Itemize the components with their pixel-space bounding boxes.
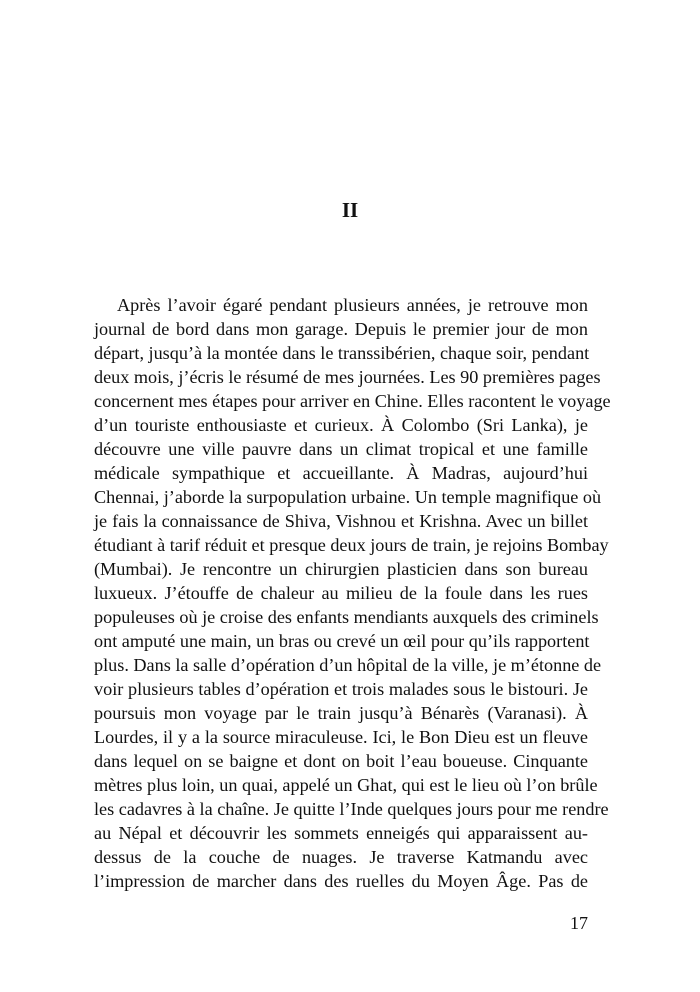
text-line: départ, jusqu’à la montée dans le transsibérien, chaque soir, pendant — [94, 343, 590, 363]
text-line: (Mumbai). Je rencontre un chirurgien plasticien dans son bureau — [94, 559, 588, 579]
text-line: au Népal et découvrir les sommets enneigés qui apparaissent au- — [94, 823, 588, 843]
text-line: d’un touriste enthousiaste et curieux. À Colombo (Sri Lanka), je — [94, 415, 588, 435]
text-line: plus. Dans la salle d’opération d’un hôpital de la ville, je m’étonne de — [94, 655, 602, 675]
text-line: concernent mes étapes pour arriver en Chine. Elles racontent le voyage — [94, 391, 611, 411]
text-line: découvre une ville pauvre dans un climat tropical et une famille — [94, 439, 588, 459]
text-line: médicale sympathique et accueillante. À Madras, aujourd’hui — [94, 463, 588, 483]
text-line: je fais la connaissance de Shiva, Vishnou et Krishna. Avec un billet — [94, 511, 588, 531]
text-line: Après l’avoir égaré pendant plusieurs années, je retrouve mon — [117, 295, 588, 315]
text-line: étudiant à tarif réduit et presque deux jours de train, je rejoins Bombay — [94, 535, 609, 555]
body-paragraph — [94, 293, 611, 893]
text-line: Lourdes, il y a la source miraculeuse. Ici, le Bon Dieu est un fleuve — [94, 727, 588, 747]
text-line: poursuis mon voyage par le train jusqu’à Bénarès (Varanasi). À — [94, 703, 588, 723]
text-line: ont amputé une main, un bras ou crevé un œil pour qu’ils rapportent — [94, 631, 590, 651]
page-number: 17 — [570, 913, 588, 933]
text-line: populeuses où je croise des enfants mendiants auxquels des criminels — [94, 607, 599, 627]
text-line: l’impression de marcher dans des ruelles du Moyen Âge. Pas de — [94, 871, 588, 891]
text-line: mètres plus loin, un quai, appelé un Ghat, qui est le lieu où l’on brûle — [94, 775, 598, 795]
text-line: dans lequel on se baigne et dont on boit l’eau boueuse. Cinquante — [94, 751, 588, 771]
chapter-title: II — [341, 198, 359, 222]
text-line: journal de bord dans mon garage. Depuis le premier jour de mon — [94, 319, 588, 339]
text-line: luxueux. J’étouffe de chaleur au milieu de la foule dans les rues — [94, 583, 588, 603]
text-line: voir plusieurs tables d’opération et trois malades sous le bistouri. Je — [94, 679, 588, 699]
text-line: les cadavres à la chaîne. Je quitte l’Inde quelques jours pour me rendre — [94, 799, 609, 819]
text-line: deux mois, j’écris le résumé de mes journées. Les 90 premières pages — [94, 367, 601, 387]
text-line: Chennai, j’aborde la surpopulation urbaine. Un temple magnifique où — [94, 487, 602, 507]
text-line: dessus de la couche de nuages. Je traverse Katmandu avec — [94, 847, 588, 867]
